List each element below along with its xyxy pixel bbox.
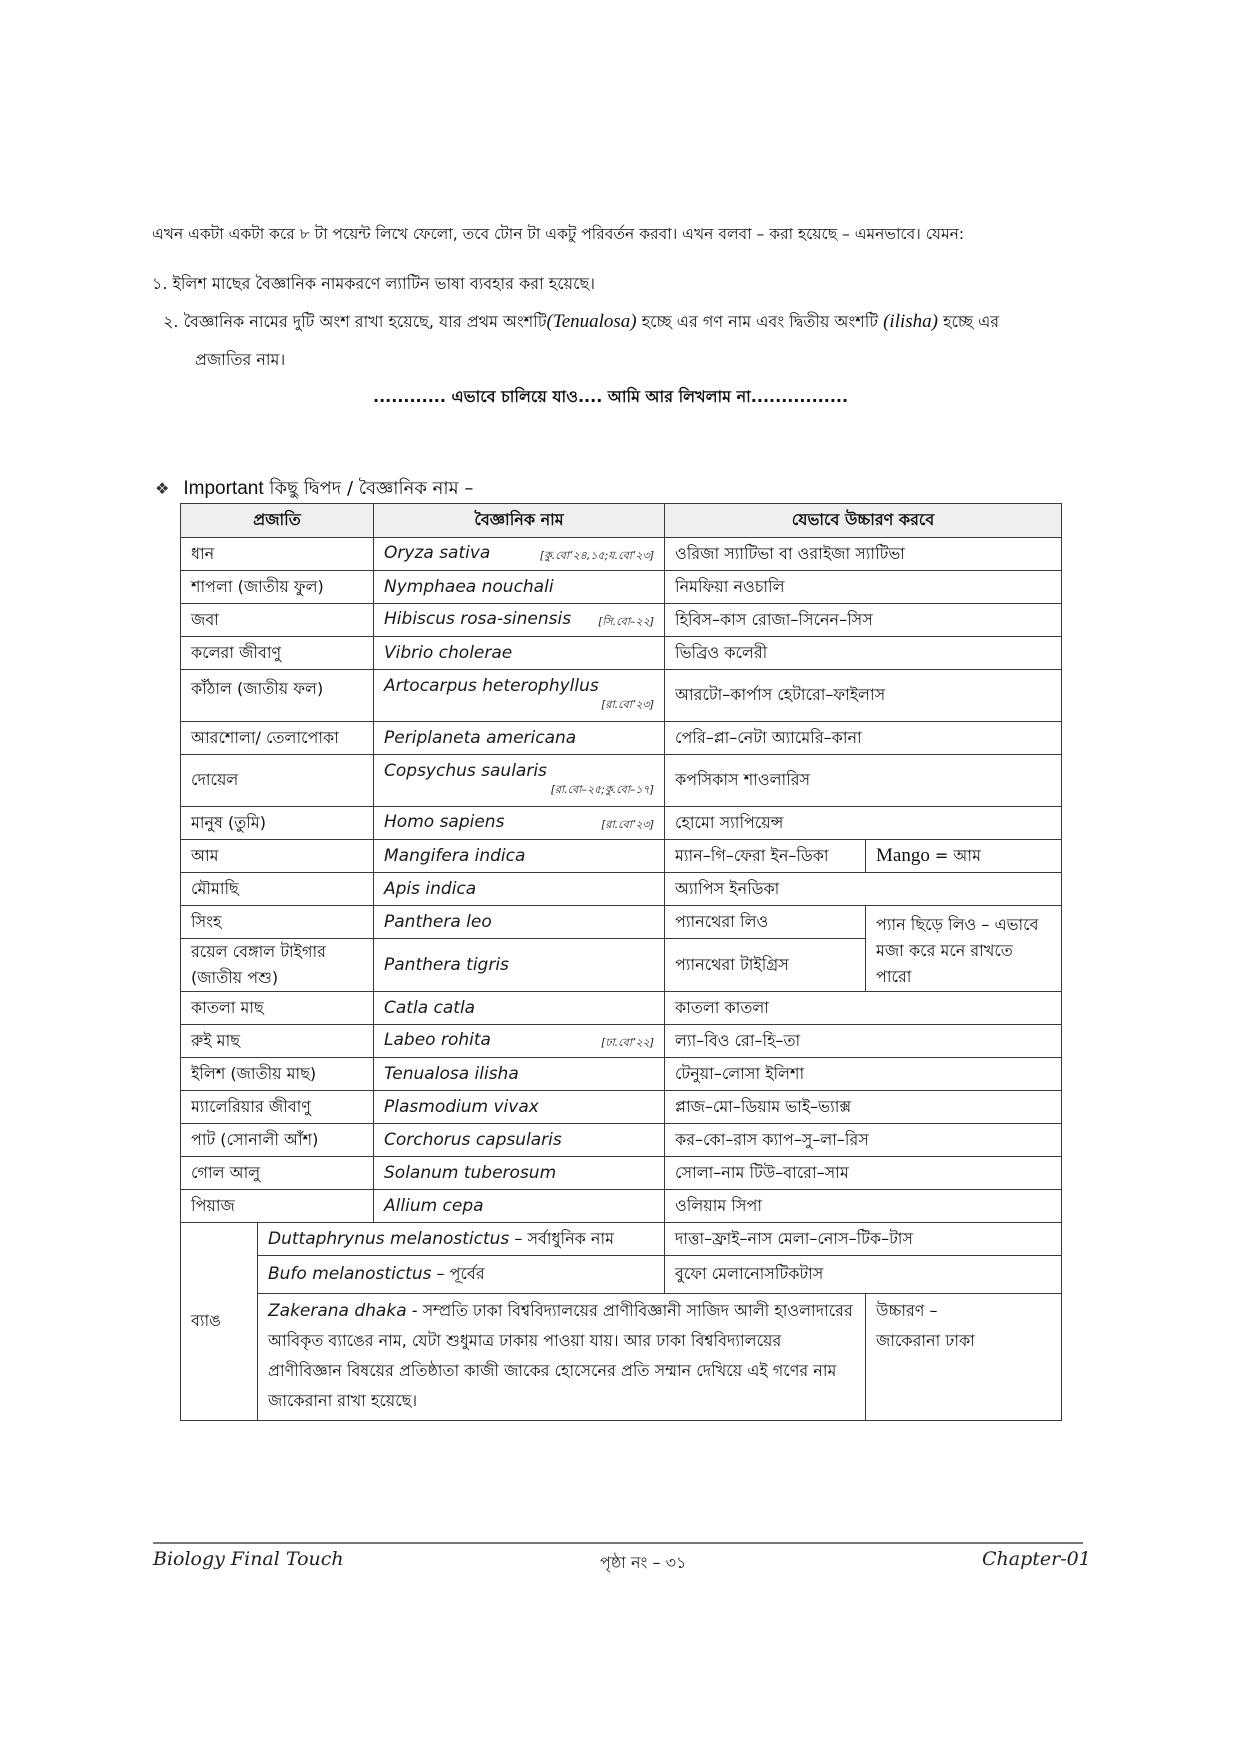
scientific-name: Tenualosa ilisha [384, 1064, 519, 1084]
frog-old-pron: বুফো মেলানোসটিকটাস [665, 1256, 1062, 1294]
scientific-name-cell [374, 722, 665, 755]
scientific-name: Catla catla [384, 998, 476, 1018]
scientific-name: Corchorus capsularis [384, 1130, 562, 1150]
scientific-name-cell [374, 538, 665, 571]
scientific-name: Periplaneta americana [384, 728, 577, 748]
pronunciation-cell: হিবিস–কাস রোজা–সিনেন–সিস [665, 604, 1062, 637]
scientific-name: Panthera leo [384, 912, 492, 932]
board-reference: [রা.বো–২৫;কু.বো–১৭] [550, 783, 655, 796]
point2-text-a: ২. বৈজ্ঞানিক নামের দুটি অংশ রাখা হয়েছে, যার প্রথম অংশটি [163, 312, 547, 331]
scientific-name-cell [374, 670, 665, 722]
heading-important: Important [183, 478, 264, 499]
scientific-name: Nymphaea nouchali [384, 577, 554, 597]
frog-row-new [181, 1294, 1062, 1421]
pronunciation-cell: ওরিজা স্যাটিভা বা ওরাইজা স্যাটিভা [665, 538, 1062, 571]
frog-new-pron: জাকেরানা ঢাকা [876, 1331, 975, 1350]
species-cell: রুই মাছ [181, 1025, 374, 1058]
species-cell: আরশোলা/ তেলাপোকা [181, 722, 374, 755]
header-pronunciation: যেভাবে উচ্চারণ করবে [665, 504, 1062, 538]
scientific-name: Solanum tuberosum [384, 1163, 557, 1183]
species-cell: ইলিশ (জাতীয় মাছ) [181, 1058, 374, 1091]
pronunciation-cell: প্যানথেরা লিও [665, 906, 866, 939]
frog-modern-tag: – সর্বাধুনিক নাম [509, 1228, 615, 1248]
species-cell: পিয়াজ [181, 1190, 374, 1223]
mango-note-bn: = আম [929, 845, 981, 865]
table-row [181, 1190, 1062, 1223]
heading-bangla: কিছু দ্বিপদ / বৈজ্ঞানিক নাম – [263, 478, 474, 499]
species-cell: কাঁঠাল (জাতীয় ফল) [181, 670, 374, 722]
intro-instruction: এখন একটা একটা করে ৮ টা পয়েন্ট লিখে ফেলো, তবে টোন টা একটু পরিবর্তন করবা। এখন বলবা – করা হয়েছে – এমনভাবে। যেমন: [152, 225, 965, 243]
board-reference: [ঢা.বো’২২] [600, 1035, 655, 1049]
pronunciation-cell: অ্যাপিস ইনডিকা [665, 873, 1062, 906]
frog-old-name-cell [258, 1256, 665, 1294]
scientific-name-cell [374, 992, 665, 1025]
mango-note-en: Mango [876, 844, 930, 866]
frog-new-pron-label: উচ্চারণ – [876, 1301, 938, 1320]
pronunciation-cell: আরটো–কার্পাস হেটারো–ফাইলাস [665, 670, 1062, 722]
frog-new-name-cell [258, 1294, 866, 1421]
scientific-name: Plasmodium vivax [384, 1097, 539, 1117]
frog-row-old [181, 1256, 1062, 1294]
pronunciation-cell: হোমো স্যাপিয়েন্স [665, 807, 1062, 840]
pronunciation-cell: ওলিয়াম সিপা [665, 1190, 1062, 1223]
pronunciation-cell: কর–কো–রাস ক্যাপ–সু–লা–রিস [665, 1124, 1062, 1157]
table-row [181, 670, 1062, 722]
board-reference: [সি.বো–২২] [597, 614, 655, 628]
pronunciation-cell: ভিব্রিও কলেরী [665, 637, 1062, 670]
frog-new-desc: - সম্প্রতি ঢাকা বিশ্ববিদ্যালয়ের প্রাণীবিজ্ঞানী সাজিদ আলী হাওলাদারের আবিকৃত ব্যাঙের নাম, যেটা শুধুমাত্র ঢাকায় পাওয়া যায়। আর ঢাকা বিশ্ববিদ্যালয়ের প্রাণীবিজ্ঞান বিষয়ের প্রতিষ্ঠাতা কাজী জাকের হোসেনের প্রতি সম্মান দেখিয়ে এই গণের নাম জাকেরানা রাখা হয়েছে। [268, 1301, 853, 1410]
species-cell: পাট (সোনালী আঁশ) [181, 1124, 374, 1157]
scientific-name-cell [374, 1190, 665, 1223]
scientific-name-cell [374, 637, 665, 670]
scientific-names-table [180, 503, 1062, 1421]
scientific-name: Hibiscus rosa-sinensis [384, 608, 572, 629]
scientific-name-cell [374, 1157, 665, 1190]
table-row [181, 571, 1062, 604]
pronunciation-cell: প্লাজ–মো–ডিয়াম ভাই–ভ্যাক্স [665, 1091, 1062, 1124]
scientific-name-cell [374, 1091, 665, 1124]
footer-divider [153, 1542, 1083, 1544]
scientific-name-cell [374, 939, 665, 992]
scientific-name-cell [374, 873, 665, 906]
table-row [181, 1157, 1062, 1190]
table-row [181, 807, 1062, 840]
example-point-2-cont: প্রজাতির নাম। [195, 350, 286, 369]
scientific-name-cell [374, 1058, 665, 1091]
scientific-name: Artocarpus heterophyllus [384, 676, 599, 696]
species-cell: জবা [181, 604, 374, 637]
table-row [181, 604, 1062, 637]
table-row [181, 1025, 1062, 1058]
board-reference: [কু.বো’২৪,১৫;য.বো’২৩] [539, 548, 655, 562]
table-row [181, 840, 1062, 873]
scientific-name-cell [374, 604, 665, 637]
species-cell: দোয়েল [181, 755, 374, 807]
species-cell: কলেরা জীবাণু [181, 637, 374, 670]
species-cell: রয়েল বেঙ্গাল টাইগার (জাতীয় পশু) [181, 939, 374, 992]
pronunciation-cell: ম্যান–গি–ফেরা ইন–ডিকা [665, 840, 866, 873]
header-species: প্রজাতি [181, 504, 374, 538]
point2-species: (ilisha) [883, 311, 938, 332]
table-row [181, 1091, 1062, 1124]
frog-modern-pron: দাত্তা–ফ্রাই–নাস মেলা–নোস–টিক–টাস [665, 1223, 1062, 1256]
pronunciation-cell: পেরি–প্লা–নেটা অ্যামেরি–কানা [665, 722, 1062, 755]
footer-page-number: পৃষ্ঠা নং – ৩১ [600, 1553, 687, 1572]
lion-tiger-tip: প্যান ছিড়ে লিও – এভাবে মজা করে মনে রাখতে পারো [866, 906, 1062, 992]
scientific-name-cell [374, 840, 665, 873]
table-row [181, 1124, 1062, 1157]
scientific-name-cell [374, 1025, 665, 1058]
pronunciation-cell: ল্যা–বিও রো–হি–তা [665, 1025, 1062, 1058]
species-cell: গোল আলু [181, 1157, 374, 1190]
frog-old-tag: – পূর্বের [431, 1264, 485, 1283]
scientific-name: Vibrio cholerae [384, 643, 513, 663]
scientific-name: Mangifera indica [384, 846, 526, 866]
section-heading [155, 474, 473, 505]
species-cell: কাতলা মাছ [181, 992, 374, 1025]
scientific-name-cell [374, 906, 665, 939]
diamond-bullet-icon: ❖ [155, 479, 170, 498]
continue-note: ............ এভাবে চালিয়ে যাও.... আমি আর লিখলাম না................ [373, 387, 849, 406]
pronunciation-cell: কপসিকাস শাওলারিস [665, 755, 1062, 807]
table-row [181, 873, 1062, 906]
table-header-row [181, 504, 1062, 538]
frog-new-sci: Zakerana dhaka [268, 1301, 407, 1321]
scientific-name-cell [374, 571, 665, 604]
point2-text-b: হচ্ছে এর গণ নাম এবং দ্বিতীয় অংশটি [636, 312, 884, 331]
footer-chapter: Chapter-01 [982, 1548, 1091, 1570]
species-cell: ম্যালেরিয়ার জীবাণু [181, 1091, 374, 1124]
footer-book-title: Biology Final Touch [153, 1548, 344, 1570]
table-row [181, 906, 1062, 939]
pronunciation-cell: কাতলা কাতলা [665, 992, 1062, 1025]
pronunciation-cell: সোলা–নাম টিউ–বারো–সাম [665, 1157, 1062, 1190]
frog-new-pron-cell [866, 1294, 1062, 1421]
scientific-name: Allium cepa [384, 1196, 484, 1216]
table-row [181, 538, 1062, 571]
example-point-2 [163, 309, 999, 336]
scientific-name-cell [374, 755, 665, 807]
scientific-name-cell [374, 807, 665, 840]
frog-row-modern [181, 1223, 1062, 1256]
table-row [181, 722, 1062, 755]
mango-note-cell [866, 840, 1062, 873]
scientific-name: Apis indica [384, 879, 477, 899]
table-row [181, 992, 1062, 1025]
board-reference: [রা.বো’২৩] [601, 698, 655, 711]
pronunciation-cell: নিমফিয়া নওচালি [665, 571, 1062, 604]
pronunciation-cell: প্যানথেরা টাইগ্রিস [665, 939, 866, 992]
frog-species-cell: ব্যাঙ [181, 1223, 258, 1421]
frog-old-sci: Bufo melanostictus [268, 1264, 432, 1284]
species-cell: শাপলা (জাতীয় ফুল) [181, 571, 374, 604]
scientific-name: Labeo rohita [384, 1029, 491, 1050]
point2-genus: (Tenualosa) [546, 311, 637, 332]
scientific-name: Homo sapiens [384, 811, 505, 832]
species-cell: মৌমাছি [181, 873, 374, 906]
example-point-1: ১. ইলিশ মাছের বৈজ্ঞানিক নামকরণে ল্যাটিন ভাষা ব্যবহার করা হয়েছে। [152, 274, 595, 293]
scientific-name-cell [374, 1124, 665, 1157]
frog-modern-sci: Duttaphrynus melanostictus [268, 1228, 510, 1249]
scientific-name: Oryza sativa [384, 542, 491, 563]
pronunciation-cell: টেনুয়া–লোসা ইলিশা [665, 1058, 1062, 1091]
point2-text-c: হচ্ছে এর [937, 312, 1000, 331]
board-reference: [রা.বো’২৩] [601, 817, 655, 831]
species-cell: সিংহ [181, 906, 374, 939]
table-row [181, 637, 1062, 670]
species-cell: মানুষ (তুমি) [181, 807, 374, 840]
species-cell: ধান [181, 538, 374, 571]
header-scientific-name: বৈজ্ঞানিক নাম [374, 504, 665, 538]
scientific-name: Copsychus saularis [384, 761, 547, 781]
table-row [181, 755, 1062, 807]
scientific-name: Panthera tigris [384, 955, 509, 975]
species-cell: আম [181, 840, 374, 873]
frog-modern-name-cell [258, 1223, 665, 1256]
table-row [181, 1058, 1062, 1091]
